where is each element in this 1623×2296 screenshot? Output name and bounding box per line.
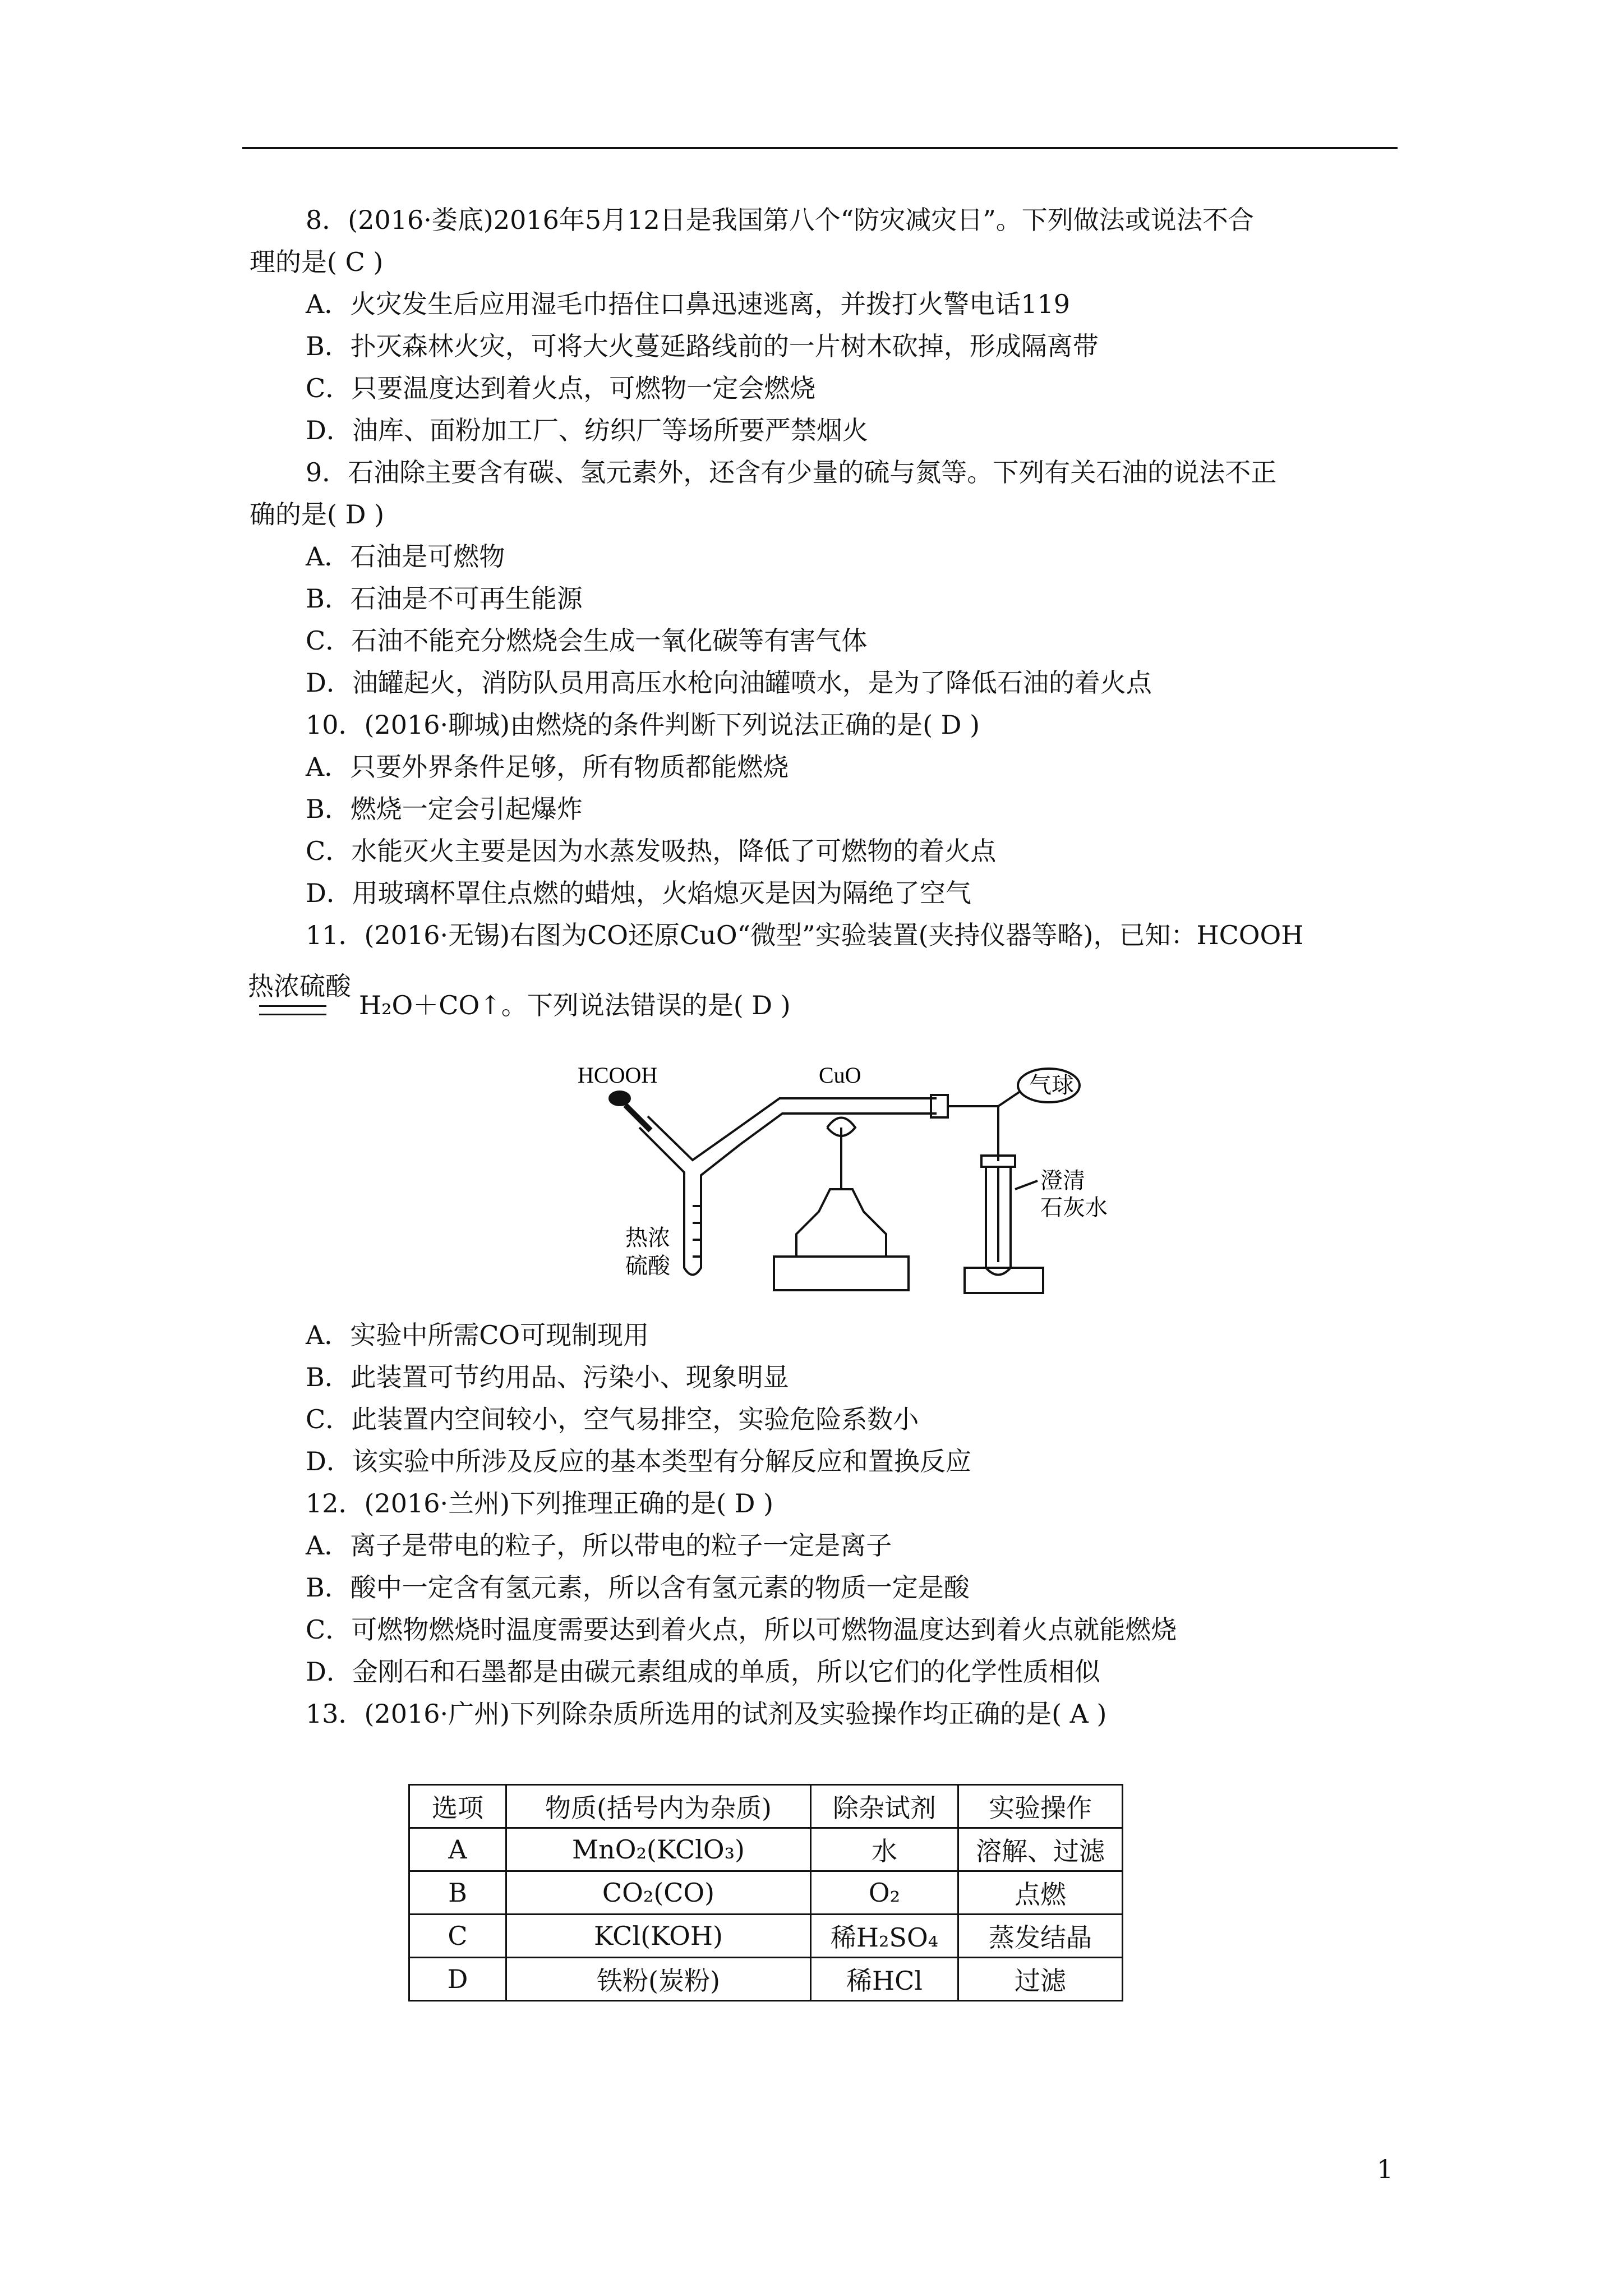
q11-stem-line1: 11．(2016·无锡)右图为CO还原CuO“微型”实验装置(夹持仪器等略)，已知：HCOOH [306, 920, 1304, 950]
label-balloon: 气球 [1029, 1073, 1074, 1098]
q11-option-a: A．实验中所需CO可现制现用 [306, 1320, 649, 1350]
equals-sign-icon [259, 1005, 326, 1015]
q10-option-d: D．用玻璃杯罩住点燃的蜡烛，火焰熄灭是因为隔绝了空气 [306, 878, 971, 908]
page-number: 1 [1377, 2154, 1394, 2184]
q8-option-d: D．油库、面粉加工厂、纺织厂等场所要严禁烟火 [306, 415, 868, 445]
table-row [409, 1871, 1123, 1915]
label-limewater-1: 澄清 [1040, 1168, 1085, 1194]
label-hot-conc-acid-1: 热浓 [625, 1225, 670, 1251]
q10-stem: 10．(2016·聊城)由燃烧的条件判断下列说法正确的是( D ) [306, 710, 980, 740]
table-cell: 点燃 [958, 1871, 1123, 1915]
q8-option-c: C．只要温度达到着火点，可燃物一定会燃烧 [306, 373, 816, 403]
q10-option-b: B．燃烧一定会引起爆炸 [306, 794, 583, 824]
table-cell: CO₂(CO) [506, 1871, 811, 1915]
q9-option-c: C．石油不能充分燃烧会生成一氧化碳等有害气体 [306, 625, 868, 656]
q11-option-d: D．该实验中所涉及反应的基本类型有分解反应和置换反应 [306, 1446, 971, 1476]
q8-option-b: B．扑灭森林火灾，可将大火蔓延路线前的一片树木砍掉，形成隔离带 [306, 331, 1099, 361]
table-cell: 稀H₂SO₄ [811, 1915, 958, 1958]
q11-stem-line2: H₂O＋CO↑。下列说法错误的是( D ) [359, 990, 791, 1020]
q13-table [408, 1784, 1123, 2001]
table-row [409, 1915, 1123, 1958]
label-hcooh: HCOOH [578, 1062, 658, 1088]
table-cell: 水 [811, 1828, 958, 1871]
table-header-cell: 除杂试剂 [811, 1785, 958, 1828]
q11-option-c: C．此装置内空间较小，空气易排空，实验危险系数小 [306, 1404, 919, 1434]
q10-option-a: A．只要外界条件足够，所有物质都能燃烧 [306, 752, 789, 782]
q12-stem: 12．(2016·兰州)下列推理正确的是( D ) [306, 1488, 774, 1519]
q11-reaction-condition [248, 970, 351, 1002]
table-cell: O₂ [811, 1871, 958, 1915]
table-cell: D [409, 1958, 506, 2001]
label-limewater-2: 石灰水 [1040, 1195, 1108, 1221]
q9-option-a: A．石油是可燃物 [306, 541, 505, 572]
table-cell: 过滤 [958, 1958, 1123, 2001]
table-cell: 稀HCl [811, 1958, 958, 2001]
q8-stem-line1: 8．(2016·娄底)2016年5月12日是我国第八个“防灾减灾日”。下列做法或说法不合 [306, 205, 1254, 235]
table-cell: A [409, 1828, 506, 1871]
q12-option-a: A．离子是带电的粒子，所以带电的粒子一定是离子 [306, 1530, 892, 1561]
table-cell: MnO₂(KClO₃) [506, 1828, 811, 1871]
q11-option-b: B．此装置可节约用品、污染小、现象明显 [306, 1362, 789, 1392]
q9-option-b: B．石油是不可再生能源 [306, 583, 583, 614]
table-cell: 铁粉(炭粉) [506, 1958, 811, 2001]
label-hot-conc-acid-2: 硫酸 [625, 1253, 670, 1279]
q11-condition-text: 热浓硫酸 [248, 971, 351, 1001]
q9-stem-line1: 9．石油除主要含有碳、氢元素外，还含有少量的硫与氮等。下列有关石油的说法不正 [306, 457, 1277, 487]
table-cell: C [409, 1915, 506, 1958]
table-cell: KCl(KOH) [506, 1915, 811, 1958]
header-rule [242, 147, 1398, 149]
table-cell: 溶解、过滤 [958, 1828, 1123, 1871]
q12-option-c: C．可燃物燃烧时温度需要达到着火点，所以可燃物温度达到着火点就能燃烧 [306, 1614, 1177, 1645]
label-cuo: CuO [819, 1062, 861, 1088]
table-row [409, 1828, 1123, 1871]
table-header-cell: 物质(括号内为杂质) [506, 1785, 811, 1828]
q9-option-d: D．油罐起火，消防队员用高压水枪向油罐喷水，是为了降低石油的着火点 [306, 668, 1152, 698]
q12-option-d: D．金刚石和石墨都是由碳元素组成的单质，所以它们的化学性质相似 [306, 1657, 1100, 1687]
table-header-row [409, 1785, 1123, 1828]
q13-stem: 13．(2016·广州)下列除杂质所选用的试剂及实验操作均正确的是( A ) [306, 1699, 1107, 1729]
q10-option-c: C．水能灭火主要是因为水蒸发吸热，降低了可燃物的着火点 [306, 836, 997, 866]
table-cell: B [409, 1871, 506, 1915]
q8-stem-line2: 理的是( C ) [250, 247, 384, 277]
table-header-cell: 选项 [409, 1785, 506, 1828]
table-cell: 蒸发结晶 [958, 1915, 1123, 1958]
co-reduction-apparatus-figure [572, 1060, 1133, 1296]
table-row [409, 1958, 1123, 2001]
q12-option-b: B．酸中一定含有氢元素，所以含有氢元素的物质一定是酸 [306, 1572, 970, 1603]
table-header-cell: 实验操作 [958, 1785, 1123, 1828]
q9-stem-line2: 确的是( D ) [250, 499, 385, 530]
q8-option-a: A．火灾发生后应用湿毛巾捂住口鼻迅速逃离，并拨打火警电话119 [306, 289, 1071, 319]
